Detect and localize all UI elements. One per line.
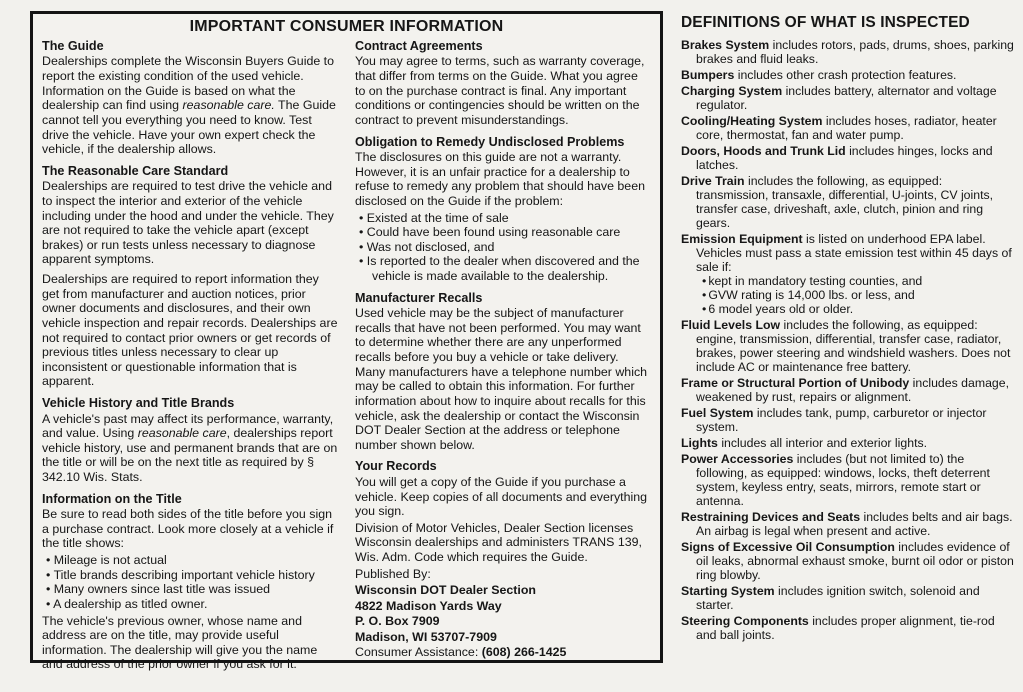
definition-term: Emission Equipment — [681, 231, 803, 246]
published-by-label: Published By: — [355, 566, 431, 581]
section-heading: The Guide — [42, 39, 104, 53]
definition-term: Charging System — [681, 83, 783, 98]
definition-text: includes rotors, pads, drums, shoes, parking brakes and fluid leaks. — [696, 37, 1014, 66]
definition-text: includes ignition switch, solenoid and starter. — [696, 584, 980, 613]
title-warning-list — [42, 553, 338, 612]
bullet-item: • Could have been found using reasonable care — [359, 225, 651, 240]
paragraph: The disclosures on this guide are not a warranty. However, it is an unfair practice for a dealership to refuse to remedy any problem that should have been disclosed on the Guide if the problem: — [355, 150, 645, 208]
definition-text: includes all interior and exterior lights. — [721, 436, 928, 451]
bullet-glyph: • — [702, 273, 707, 288]
section-reasonable-care-standard — [42, 164, 338, 389]
definition-text: includes tank, pump, carburetor or injector system. — [696, 406, 987, 435]
bullet-item — [702, 288, 1017, 302]
definition-text: is listed on underhood EPA label. Vehicles must pass a state emission test within 45 days of sale if: — [696, 231, 1012, 274]
definition-text: includes hinges, locks and latches. — [696, 143, 993, 172]
definition-term: Frame or Structural Portion of Unibody — [681, 376, 910, 391]
bullet-item — [702, 274, 1017, 288]
definition-term: Brakes System — [681, 37, 770, 52]
definition-item-charging-system — [681, 84, 1017, 112]
definition-item-excessive-oil-consumption — [681, 540, 1017, 582]
definition-item-starting-system — [681, 584, 1017, 612]
paragraph: Used vehicle may be the subject of manufacturer recalls that have not been performed. You may want to determine whether there are any unperformed recalls before you buy a vehicle or take delivery. Many manufacturers have a telephone number which may be called to obtain this information. For further information about how to inquire about recalls for this vehicle, ask the dealership or contact the Wisconsin DOT Dealer Section at the address or telephone number shown below. — [355, 306, 648, 452]
section-information-on-the-title — [42, 492, 338, 672]
definition-term: Fuel System — [681, 406, 754, 421]
definition-term: Restraining Devices and Seats — [681, 510, 861, 525]
definition-item-fluid-levels-low — [681, 318, 1017, 374]
text-run: , dealerships report vehicle history, use and permanent brands that are on the title or will be on the next title as required by § 342.10 Wis. Stats. — [42, 426, 338, 485]
definition-text: includes evidence of oil leaks, abnormal exhaust smoke, burnt oil odor or piston ring blowby. — [696, 540, 1014, 583]
definition-item-emission-equipment — [681, 232, 1017, 316]
undisclosed-problem-list — [355, 211, 651, 284]
definition-term: Doors, Hoods and Trunk Lid — [681, 143, 846, 158]
paragraph: Be sure to read both sides of the title before you sign a purchase contract. Look more closely at a vehicle if the title shows: — [42, 507, 334, 551]
definition-item-restraining-devices-seats — [681, 510, 1017, 538]
bullet-glyph: • — [702, 287, 707, 302]
bullet-item: • Title brands describing important vehicle history — [46, 568, 338, 583]
definition-text: includes proper alignment, tie-rod and ball joints. — [696, 614, 995, 643]
definition-term: Cooling/Heating System — [681, 113, 823, 128]
bullet-item: • A dealership as titled owner. — [46, 597, 338, 612]
definition-text: includes the following, as equipped: transmission, transaxle, differential, U-joints, CV joints, transfer case, driveshaft, axle, clutch, pinion and ring gears. — [696, 173, 994, 230]
definition-item-brakes-system — [681, 38, 1017, 66]
text-run: The Guide cannot tell you everything you need to know. Test drive the vehicle. Have your own expert check the vehicle, if the dealership allows. — [42, 98, 336, 157]
section-heading: The Reasonable Care Standard — [42, 163, 229, 178]
bullet-text: GVW rating is 14,000 lbs. or less, and — [708, 287, 915, 302]
definition-text: includes hoses, radiator, heater core, thermostat, fan and water pump. — [696, 113, 997, 142]
italic-text-run: reasonable care — [137, 426, 227, 441]
definition-item-bumpers — [681, 68, 1017, 82]
section-heading: Obligation to Remedy Undisclosed Problems — [355, 134, 625, 149]
text-run: A vehicle's past may affect its performance, warranty, and value. Using — [42, 411, 334, 441]
definition-text: includes (but not limited to) the following, as equipped: windows, locks, theft deterrent system, keyless entry, seats, mirrors, remote start or antenna. — [696, 452, 990, 509]
publisher-street: 4822 Madison Yards Way — [355, 598, 502, 613]
consumer-info-columns — [42, 39, 651, 674]
definition-term: Drive Train — [681, 173, 745, 188]
paragraph — [42, 412, 338, 485]
definition-term: Fluid Levels Low — [681, 317, 781, 332]
paragraph: Dealerships are required to test drive the vehicle and to inspect the interior and exterior of the vehicle including under the hood and under the vehicle. They are not required to take the vehicle apart (except brakes) or run tests unless necessary to diagnose apparent symptoms. — [42, 179, 334, 267]
bullet-text: kept in mandatory testing counties, and — [708, 273, 923, 288]
section-heading: Information on the Title — [42, 491, 182, 506]
section-obligation-to-remedy — [355, 135, 651, 284]
paragraph: You may agree to terms, such as warranty coverage, that differ from terms on the Guide. What you agree to on the purchase contract is final. Any important conditions or contingencies should be written on the contract to prevent misunderstandings. — [355, 54, 645, 127]
consumer-info-left-column — [42, 39, 338, 674]
definition-item-power-accessories — [681, 452, 1017, 508]
section-heading: Contract Agreements — [355, 39, 483, 53]
bullet-item: • Mileage is not actual — [46, 553, 338, 568]
bullet-item: • Was not disclosed, and — [359, 240, 651, 255]
italic-text-run: reasonable care. — [182, 98, 275, 113]
bullet-glyph: • — [702, 301, 707, 316]
definition-term: Power Accessories — [681, 452, 794, 467]
definition-term: Lights — [681, 436, 718, 451]
definition-text: includes the following, as equipped: engine, transmission, differential, transfer case, radiator, brakes, power steering and windshield washers. Does not include AC or maintenance free battery. — [696, 317, 1011, 374]
bullet-item: • Is reported to the dealer when discovered and the vehicle is made available to the dealership. — [359, 254, 651, 283]
definition-term: Bumpers — [681, 67, 735, 82]
definition-item-frame-unibody — [681, 376, 1017, 404]
bullet-text: 6 model years old or older. — [708, 301, 854, 316]
consumer-assistance-line — [355, 645, 651, 660]
publisher-city-state-zip: Madison, WI 53707-7909 — [355, 629, 497, 644]
section-your-records — [355, 459, 651, 564]
paragraph: The vehicle's previous owner, whose name and address are on the title, may provide useful information. The dealership will give you the name and address of the prior owner if you ask for it. — [42, 613, 318, 672]
definition-item-lights — [681, 436, 1017, 450]
paragraph: Division of Motor Vehicles, Dealer Section licenses Wisconsin dealerships and administers TRANS 139, Wis. Adm. Code which requires the Guide. — [355, 520, 642, 564]
definition-text: includes other crash protection features. — [737, 67, 957, 82]
paragraph — [42, 54, 338, 156]
section-heading: Vehicle History and Title Brands — [42, 396, 235, 411]
section-vehicle-history-title-brands — [42, 396, 338, 485]
consumer-assistance-phone: (608) 266-1425 — [481, 645, 567, 660]
section-heading: Your Records — [355, 459, 437, 474]
publisher-name: Wisconsin DOT Dealer Section — [355, 583, 536, 598]
paragraph: Dealerships are required to report information they get from manufacturer and auction notices, prior owner documents and disclosures, and their own vehicle inspection and repair records. Dealerships are not required to contact prior owners or get records of previous titles unless necessary to clear up inconsistent or questionable information that is apparent. — [42, 272, 338, 389]
emission-test-conditions-list — [696, 274, 1017, 316]
consumer-info-middle-column — [355, 39, 651, 674]
text-run: Dealerships complete the Wisconsin Buyers Guide to report the existing condition of the used vehicle. Information on the Guide is based on what the dealership can find using — [42, 54, 335, 113]
section-contract-agreements — [355, 39, 651, 128]
definition-text: includes damage, weakened by rust, repairs or alignment. — [696, 376, 1010, 405]
section-the-guide — [42, 39, 338, 157]
section-manufacturer-recalls — [355, 291, 651, 453]
definition-item-doors-hoods-trunk-lid — [681, 144, 1017, 172]
consumer-assistance-label: Consumer Assistance: — [355, 645, 482, 660]
important-consumer-information-panel — [30, 11, 663, 672]
definition-text: includes battery, alternator and voltage regulator. — [696, 83, 997, 112]
definition-item-cooling-heating-system — [681, 114, 1017, 142]
definition-text: includes belts and air bags. An airbag is legal when present and active. — [696, 510, 1013, 539]
definitions-title: DEFINITIONS OF WHAT IS INSPECTED — [681, 14, 970, 31]
bullet-item — [702, 302, 1017, 316]
bullet-item: • Many owners since last title was issued — [46, 582, 338, 597]
publisher-po-box: P. O. Box 7909 — [355, 614, 440, 629]
definition-term: Signs of Excessive Oil Consumption — [681, 540, 895, 555]
bullet-item: • Existed at the time of sale — [359, 211, 651, 226]
paragraph: You will get a copy of the Guide if you purchase a vehicle. Keep copies of all documents and everything you sign. — [355, 474, 648, 519]
section-heading: Manufacturer Recalls — [355, 290, 483, 305]
consumer-info-title: IMPORTANT CONSUMER INFORMATION — [189, 18, 504, 35]
definition-item-fuel-system — [681, 406, 1017, 434]
definition-term: Starting System — [681, 584, 775, 599]
section-publisher — [355, 567, 651, 660]
definitions-panel — [681, 14, 1017, 644]
definition-term: Steering Components — [681, 614, 809, 629]
definition-item-drive-train — [681, 174, 1017, 230]
definition-item-steering-components — [681, 614, 1017, 642]
